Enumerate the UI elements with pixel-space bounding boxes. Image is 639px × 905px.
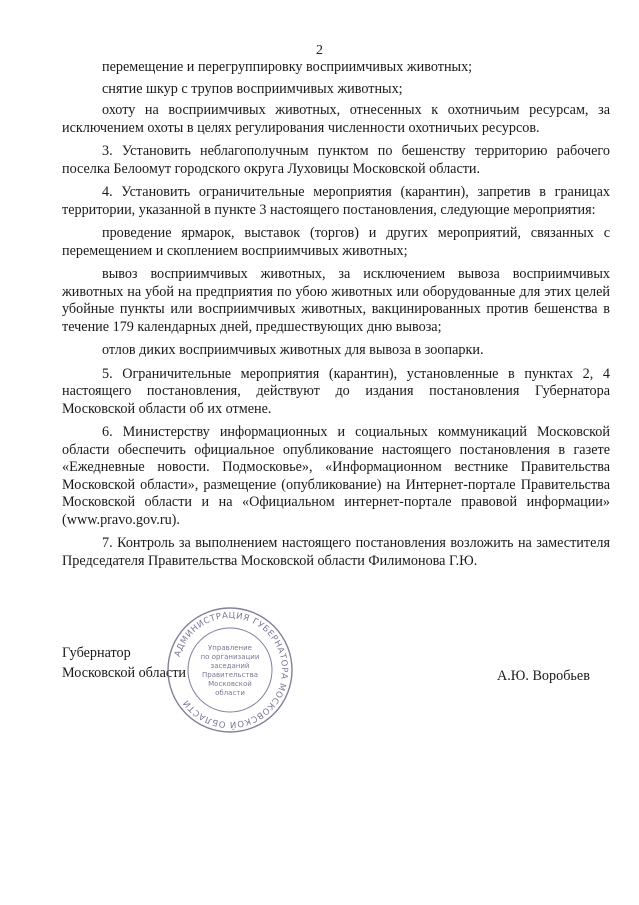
paragraph: охоту на восприимчивых животных, отнесенных к охотничьим ресурсам, за исключением охоты в целях регулирования численности охотничьих ресурсов.	[62, 102, 610, 136]
seal-stamp	[168, 608, 292, 732]
clause-3: 3. Установить неблагополучным пунктом по бешенству территорию рабочего поселка Белоомут городского округа Луховицы Московской области.	[62, 143, 610, 177]
seal-inner-ring	[188, 628, 272, 712]
official-seal	[165, 605, 295, 735]
signatory-name: А.Ю. Воробьев	[497, 668, 590, 684]
clause-4: 4. Установить ограничительные мероприятия (карантин), запретив в границах территории, указанной в пункте 3 настоящего постановления, следующие мероприятия:	[62, 184, 610, 218]
clause-6: 6. Министерству информационных и социальных коммуникаций Московской области обеспечить официальное опубликование настоящего постановления в газете «Ежедневные новости. Подмосковье», «Информационном вестнике Правительства Московской области», размещение (опубликование) на Интернет-портале Правительства Московской области и на «Официальном интернет-портале правовой информации» (www.pravo.gov.ru).	[62, 424, 610, 528]
signatory-title-line1: Губернатор	[62, 645, 131, 661]
seal-center-line: Правительства	[202, 671, 258, 679]
seal-center-line: по организации	[200, 653, 260, 661]
signatory-title-line2: Московской области	[62, 665, 187, 681]
paragraph: проведение ярмарок, выставок (торгов) и других мероприятий, связанных с перемещением и скоплением восприимчивых животных;	[62, 225, 610, 259]
paragraph: перемещение и перегруппировку восприимчивых животных;	[102, 59, 473, 75]
seal-center-line: Управление	[208, 644, 252, 652]
seal-center-line: области	[215, 689, 245, 697]
document-body	[62, 59, 610, 576]
seal-center-line: Московской	[208, 680, 252, 688]
seal-outer-ring	[168, 608, 292, 732]
clause-7: 7. Контроль за выполнением настоящего постановления возложить на заместителя Председателя Правительства Московской области Филимонова Г.Ю.	[62, 535, 610, 569]
page-number: 2	[316, 43, 323, 58]
paragraph: вывоз восприимчивых животных, за исключением вывоза восприимчивых животных на убой на предприятия по убою животных или оборудованные для этих целей убойные пункты или восприимчивых животных, вакцинированных против бешенства в течение 179 календарных дней, предшествующих дню вывоза;	[62, 266, 610, 335]
seal-ring-text: АДМИНИСТРАЦИЯ ГУБЕРНАТОРА МОСКОВСКОЙ ОБЛАСТИ	[172, 610, 290, 730]
seal-center-line: заседаний	[210, 662, 250, 670]
paragraph: снятие шкур с трупов восприимчивых животных;	[102, 80, 403, 97]
clause-5: 5. Ограничительные мероприятия (карантин), установленные в пунктах 2, 4 настоящего постановления, действуют до издания постановления Губернатора Московской области об их отмене.	[62, 365, 610, 417]
paragraph: отлов диких восприимчивых животных для вывоза в зоопарки.	[102, 342, 484, 358]
